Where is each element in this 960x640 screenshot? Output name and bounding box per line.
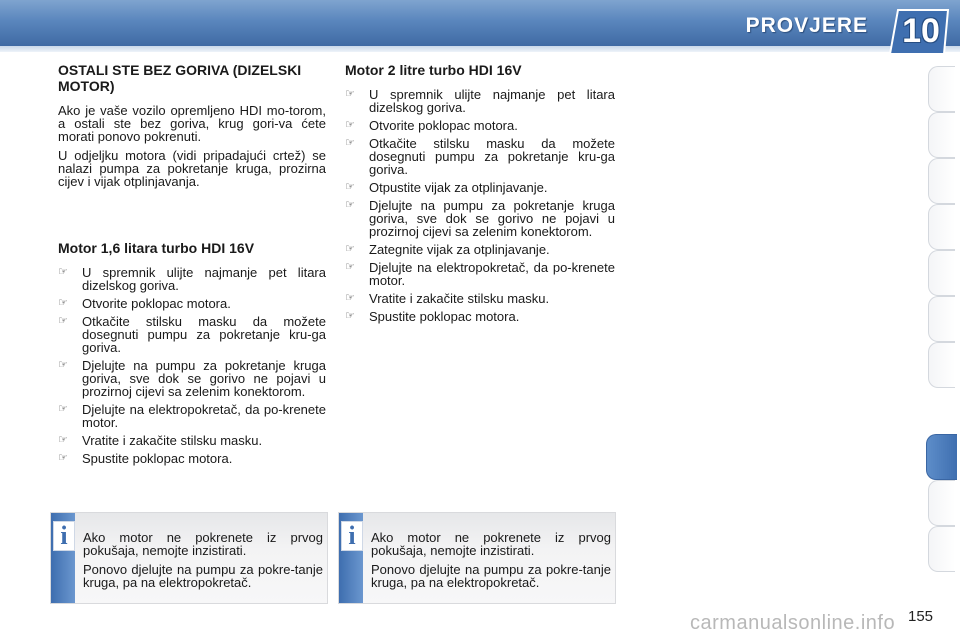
pointing-hand-icon: ☞ [58,315,68,327]
chapter-tab[interactable] [928,158,955,204]
section-title-1-6-hdi: Motor 1,6 litara turbo HDI 16V [58,240,255,256]
list-item: ☞ Djelujte na pumpu za pokretanje kruga goriva, sve dok se gorivo ne pojavi u prozirnoj cijevi sa zelenim konektorom. [58,358,326,399]
list-item: ☞ Djelujte na elektropokretač, da po-krenete motor. [58,402,326,430]
paragraph: U odjeljku motora (vidi pripadajući crtež) se nalazi pumpa za pokretanje kruga, prozirna cijev i vijak otplinjavanja. [58,148,326,189]
info-box [50,512,328,604]
steps-list-2-0-hdi [345,88,615,323]
list-item: ☞ Otpustite vijak za otplinjavanje. [345,180,548,195]
chapter-tab[interactable] [928,296,955,342]
pointing-hand-icon: ☞ [58,266,68,278]
pointing-hand-icon: ☞ [345,292,355,304]
info-line: Ponovo djelujte na pumpu za pokre-tanje kruga, pa na elektropokretač. [371,562,611,590]
info-box-bar [339,513,363,603]
info-line: Ponovo djelujte na pumpu za pokre-tanje kruga, pa na elektropokretač. [83,562,323,590]
chapter-index-tabs [924,66,960,576]
info-line: Ako motor ne pokrenete iz prvog pokušaja, nemojte inzistirati. [83,530,323,558]
pointing-hand-icon: ☞ [345,181,355,193]
list-item: ☞ Otkačite stilsku masku da možete dosegnuti pumpu za pokretanje kru-ga goriva. [58,314,326,355]
right-column [345,62,615,328]
pointing-hand-icon: ☞ [345,119,355,131]
list-item: ☞ Djelujte na elektropokretač, da po-krenete motor. [345,260,615,288]
chapter-tab[interactable] [928,480,955,526]
list-item: ☞ Otvorite poklopac motora. [58,296,231,311]
list-item: ☞ Vratite i zakačite stilsku masku. [58,433,263,448]
pointing-hand-icon: ☞ [345,199,355,211]
info-box-text [83,531,323,595]
chapter-tab[interactable] [928,204,955,250]
list-item: ☞ Otkačite stilsku masku da možete dosegnuti pumpu za pokretanje kru-ga goriva. [345,136,615,177]
pointing-hand-icon: ☞ [58,452,68,464]
section-title-2-0-hdi: Motor 2 litre turbo HDI 16V [345,62,522,78]
list-item: ☞ Spustite poklopac motora. [345,309,520,324]
steps-list-1-6-hdi [58,266,326,465]
info-box-bar [51,513,75,603]
pointing-hand-icon: ☞ [58,434,68,446]
paragraph: Ako je vaše vozilo opremljeno HDI mo-torom, a ostali ste bez goriva, krug gori-va ćete morati ponovo pokrenuti. [58,103,326,144]
info-icon: i [53,521,75,551]
list-item: ☞ Zategnite vijak za otplinjavanje. [345,242,550,257]
info-icon: i [341,521,363,551]
pointing-hand-icon: ☞ [345,310,355,322]
pointing-hand-icon: ☞ [58,297,68,309]
header-underline [0,46,960,52]
chapter-tab[interactable] [928,66,955,112]
list-item: ☞ U spremnik ulijte najmanje pet litara dizelskog goriva. [345,87,615,115]
page-title: PROVJERE [745,14,868,37]
watermark: carmanualsonline.info [690,612,896,634]
list-item: ☞ Otvorite poklopac motora. [345,118,518,133]
chapter-tab-active[interactable] [926,434,957,480]
pointing-hand-icon: ☞ [345,137,355,149]
list-item: ☞ U spremnik ulijte najmanje pet litara dizelskog goriva. [58,265,326,293]
info-box-text [371,531,611,595]
section-title-out-of-fuel: OSTALI STE BEZ GORIVA (DIZELSKI MOTOR) [58,62,302,94]
page-number: 155 [908,608,934,625]
chapter-tab[interactable] [928,526,955,572]
list-item: ☞ Djelujte na pumpu za pokretanje kruga goriva, sve dok se gorivo ne pojavi u prozirnoj cijevi sa zelenim konektorom. [345,198,615,239]
left-column [58,62,326,470]
info-line: Ako motor ne pokrenete iz prvog pokušaja, nemojte inzistirati. [371,530,611,558]
pointing-hand-icon: ☞ [345,261,355,273]
chapter-tab[interactable] [928,342,955,388]
chapter-number: 10 [902,12,940,50]
pointing-hand-icon: ☞ [58,403,68,415]
pointing-hand-icon: ☞ [345,88,355,100]
pointing-hand-icon: ☞ [58,359,68,371]
list-item: ☞ Vratite i zakačite stilsku masku. [345,291,550,306]
list-item: ☞ Spustite poklopac motora. [58,451,233,466]
info-box [338,512,616,604]
chapter-tab[interactable] [928,112,955,158]
pointing-hand-icon: ☞ [345,243,355,255]
chapter-tab[interactable] [928,250,955,296]
